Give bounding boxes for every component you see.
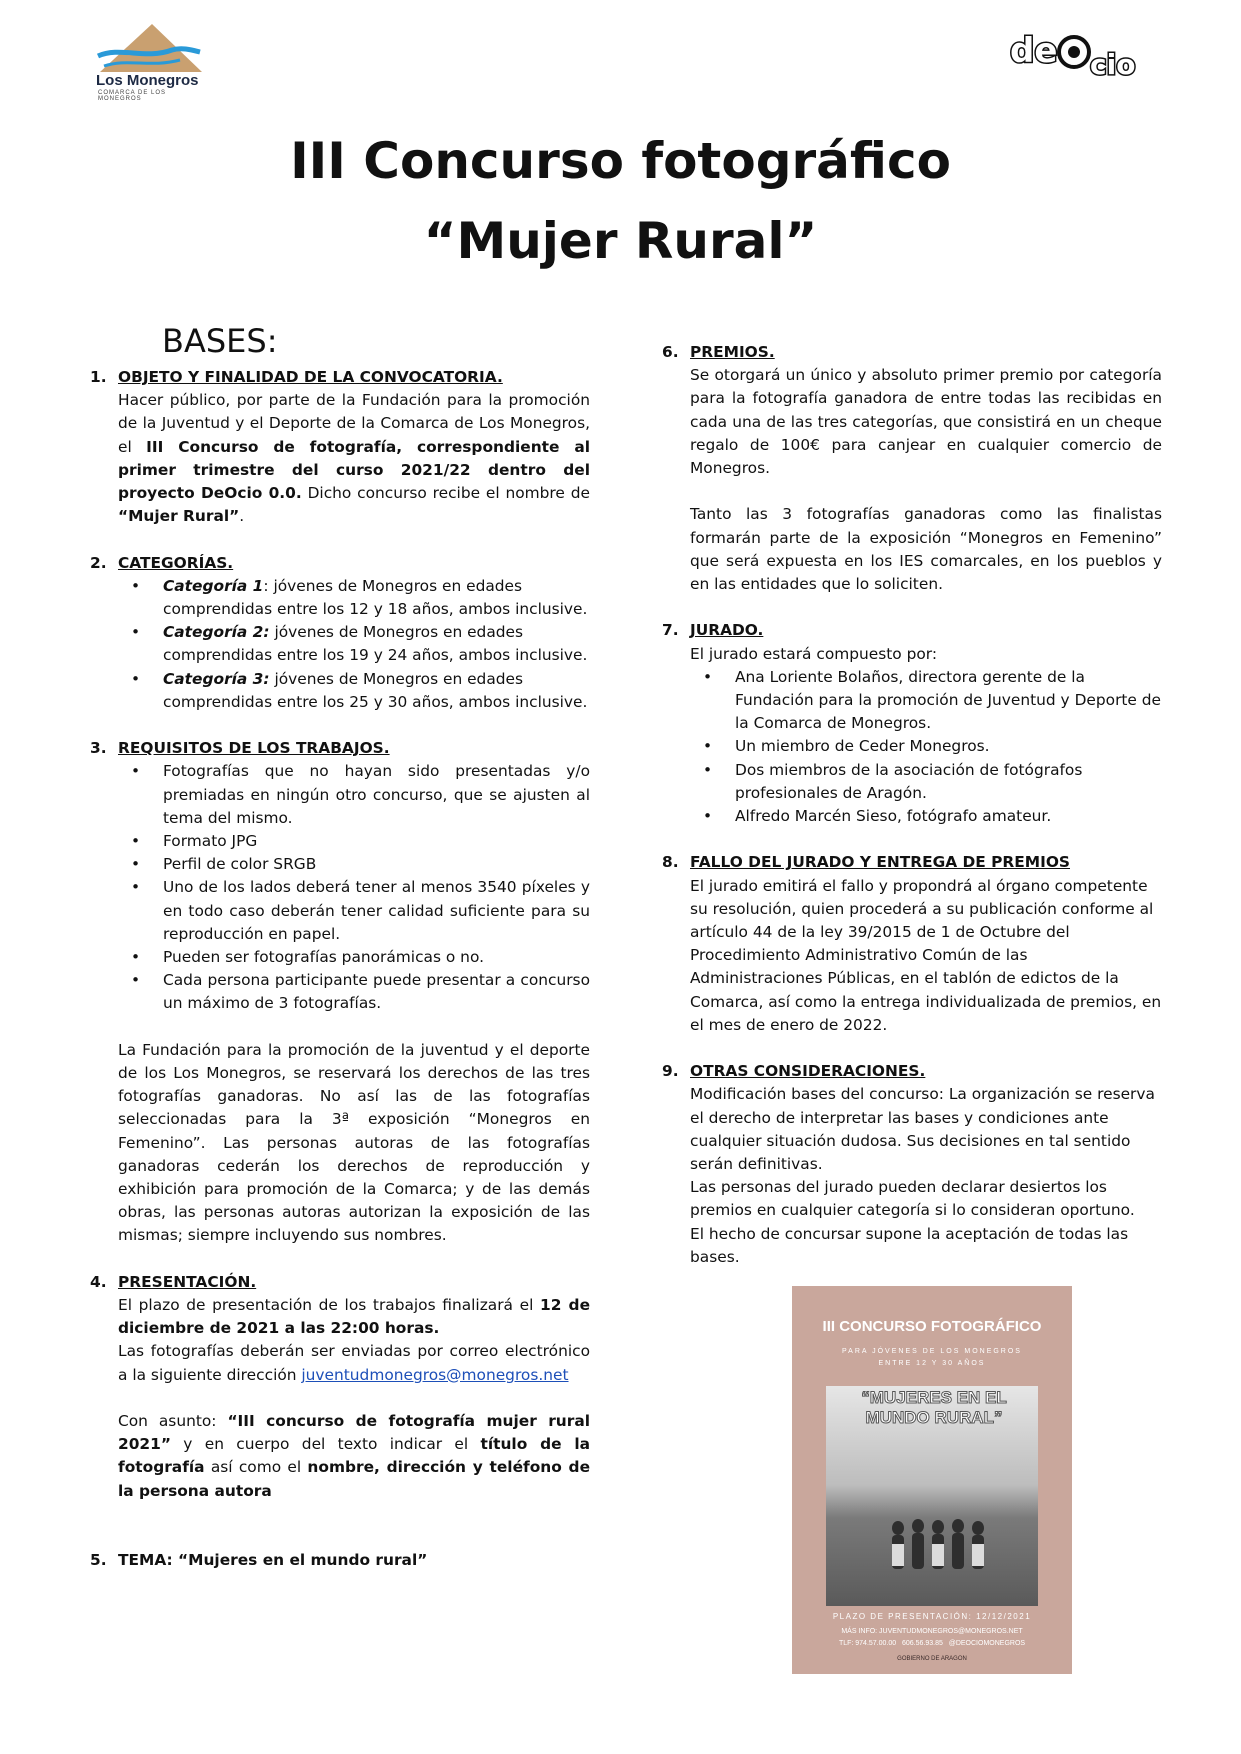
poster-phone: TLF: 974.57.00.00 [838,1640,897,1647]
list-item [163,621,590,667]
email-link[interactable]: juventudmonegros@monegros.net [301,1365,569,1384]
poster-contacts [792,1640,1072,1647]
list-item: • Uno de los lados deberá tener al menos 3540 píxeles y en todo caso deberán tener calidad suficiente para su reproducción en papel. [163,876,590,946]
requirements-list [118,760,590,1015]
document-title-line1: III Concurso fotográfico [290,132,951,190]
bold-text: título de la fotografía [118,1435,590,1477]
list-item: • Dos miembros de la asociación de fotógrafos profesionales de Aragón. [735,759,1162,805]
poster-social: @DEOCIOMONEGROS [948,1640,1026,1647]
text: así como el [204,1458,308,1477]
svg-text:cio: cio [1090,48,1136,81]
section-paragraph: Las personas del jurado pueden declarar desiertos los premios en cualquier categoría si lo consideran oportuno. [690,1178,1135,1220]
left-column [90,366,590,1572]
section-1 [90,366,590,528]
text: Dicho concurso recibe el nombre de [301,484,590,503]
category-label: Categoría 3: [163,669,270,688]
section-heading: PRESENTACIÓN. [118,1272,257,1291]
list-item: • Ana Loriente Bolaños, directora gerente de la Fundación para la promoción de Juventud y Deporte de la Comarca de Monegros. [735,666,1162,736]
svg-text:de: de [1010,31,1058,71]
section-heading: TEMA: [118,1551,173,1570]
deocio-logo-icon [1010,22,1145,92]
section-paragraph: Modificación bases del concurso: La organización se reserva el derecho de interpretar las bases y condiciones ante cualquier situación dudosa. Sus decisiones en tal sentido serán definitivas. [690,1085,1155,1174]
theme-value: “Mujeres en el mundo rural” [172,1551,428,1570]
jury-list [690,666,1162,828]
text: Las fotografías deberán ser enviadas por correo electrónico a la siguiente dirección [118,1342,590,1384]
section-heading: PREMIOS. [690,343,775,361]
section-paragraph: Tanto las 3 fotografías ganadoras como las finalistas formarán parte de la exposición “Monegros en Femenino” que será expuesta en los IES comarcales, en los pueblos y en las entidades que lo soliciten. [690,505,1162,594]
text: y en cuerpo del texto indicar el [170,1435,481,1454]
deadline-paragraph [118,1294,590,1340]
section-number: 8. [662,853,679,872]
category-label: Categoría 2: [163,623,270,642]
section-heading: FALLO DEL JURADO Y ENTREGA DE PREMIOS [690,853,1070,872]
list-item: • Pueden ser fotografías panorámicas o no. [163,946,590,969]
section-paragraph: El jurado estará compuesto por: [690,644,938,663]
bold-text: “Mujer Rural” [118,507,240,526]
section-number: 6. [662,343,679,361]
bases-heading: BASES: [162,322,278,360]
section-7 [662,619,1162,828]
section-3 [90,737,590,1247]
bold-text: III Concurso de fotografía, correspondiente al primer trimestre del curso 2021/22 dentro del proyecto DeOcio 0.0. [118,437,591,503]
text: El plazo de presentación de los trabajos finalizará el [118,1296,541,1315]
list-item: • Un miembro de Ceder Monegros. [735,735,1162,758]
section-heading: REQUISITOS DE LOS TRABAJOS. [118,739,390,758]
bold-text: nombre, dirección y teléfono de la persona autora [118,1458,591,1500]
section-number: 2. [90,553,107,572]
deadline-date: 12 de diciembre de 2021 a las 22:00 horas. [118,1296,591,1338]
document-title-line2: “Mujer Rural” [423,212,818,270]
list-item [163,575,590,621]
list-item: • Perfil de color SRGB [163,853,590,876]
section-paragraph: Se otorgará un único y absoluto primer premio por categoría para la fotografía ganadora de entre todas las recibidas en cada una de las tres categorías, que consistirá en un cheque regalo de 100€ para canjear en cualquier comercio de Monegros. [690,366,1162,478]
poster-mobile: 606.56.93.85 [902,1640,943,1647]
poster-headline: “MUJERES EN EL MUNDO RURAL” [861,1388,1007,1427]
poster-subtitle: ENTRE 12 Y 30 AÑOS [878,1360,986,1367]
mountain-logo-icon [90,20,210,75]
text: : jóvenes de Monegros en edades comprendidas entre los 12 y 18 años, ambos inclusive. [163,576,588,619]
contest-poster [792,1286,1072,1674]
theme-line [118,1549,590,1572]
list-item: • Alfredo Marcén Sieso, fotógrafo amateur. [735,805,1162,828]
section-number: 4. [90,1272,107,1291]
los-monegros-logo [90,20,210,100]
deocio-logo [1010,22,1145,92]
logo-brand: Los Monegros [96,72,199,89]
category-list [118,575,590,714]
text: jóvenes de Monegros en edades comprendidas entre los 19 y 24 años, ambos inclusive. [163,623,588,665]
poster-subtitle: PARA JÓVENES DE LOS MONEGROS [842,1348,1022,1355]
list-item [163,668,590,714]
section-number: 7. [662,621,679,640]
list-item: • Formato JPG [163,830,590,853]
section-heading: OTRAS CONSIDERACIONES. [690,1062,926,1081]
section-number: 5. [90,1551,107,1570]
section-6 [662,341,1162,596]
list-item: • Fotografías que no hayan sido presentadas y/o premiadas en ningún otro concurso, que se ajusten al tema del mismo. [163,760,590,830]
section-number: 9. [662,1062,679,1081]
list-item: • Cada persona participante puede presentar a concurso un máximo de 3 fotografías. [163,969,590,1015]
section-paragraph: La Fundación para la promoción de la juventud y el deporte de los Los Monegros, se reservará los derechos de las tres fotografías ganadoras. No así las de las fotografías seleccionadas para la 3ª exposición “Monegros en Femenino”. Las personas autoras de las fotografías ganadoras cederán los derechos de reproducción y exhibición para promoción de la Comarca; y de las demás obras, las personas autoras autorizan la exposición de las mismas; siempre incluyendo sus nombres. [118,1040,590,1245]
section-2 [90,552,590,714]
poster-title: III CONCURSO FOTOGRÁFICO [822,1318,1042,1335]
right-column [662,341,1162,1269]
text: Con asunto: [118,1412,228,1431]
bold-text: “III concurso de fotografía mujer rural 2021” [118,1412,591,1454]
poster-info: MÁS INFO: JUVENTUDMONEGROS@MONEGROS.NET [841,1628,1023,1635]
email-paragraph [118,1340,590,1386]
section-4 [90,1271,590,1503]
section-heading: OBJETO Y FINALIDAD DE LA CONVOCATORIA. [118,368,503,386]
subject-paragraph [118,1410,590,1503]
text: jóvenes de Monegros en edades comprendidas entre los 25 y 30 años, ambos inclusive. [163,669,588,711]
section-paragraph: El jurado emitirá el fallo y propondrá al órgano competente su resolución, quien procederá a su publicación conforme al artículo 44 de la ley 39/2015 de 1 de Octubre del Procedimiento Administrativo Común de las Administraciones Públicas, en el tablón de edictos de la Comarca, así como la entrega individualizada de premios, en el mes de enero de 2022. [690,876,1162,1034]
section-9 [662,1060,1162,1269]
section-heading: CATEGORÍAS. [118,553,234,572]
section-number: 1. [90,368,107,386]
logo-subtitle: COMARCA DE LOS MONEGROS [98,90,167,102]
poster-gov: GOBIERNO DE ARAGON [897,1656,967,1662]
poster-deadline: PLAZO DE PRESENTACIÓN: 12/12/2021 [832,1612,1032,1621]
section-paragraph [118,389,590,528]
section-8 [662,851,1162,1037]
section-5 [90,1549,590,1572]
section-heading: JURADO. [690,621,764,640]
text: . [239,507,245,526]
section-paragraph: El hecho de concursar supone la aceptación de todas las bases. [690,1224,1129,1266]
text: Hacer público, por parte de la Fundación para la promoción de la Juventud y el Deporte de la Comarca de Los Monegros, el [118,391,590,456]
category-label: Categoría 1 [163,576,264,595]
section-number: 3. [90,739,107,758]
